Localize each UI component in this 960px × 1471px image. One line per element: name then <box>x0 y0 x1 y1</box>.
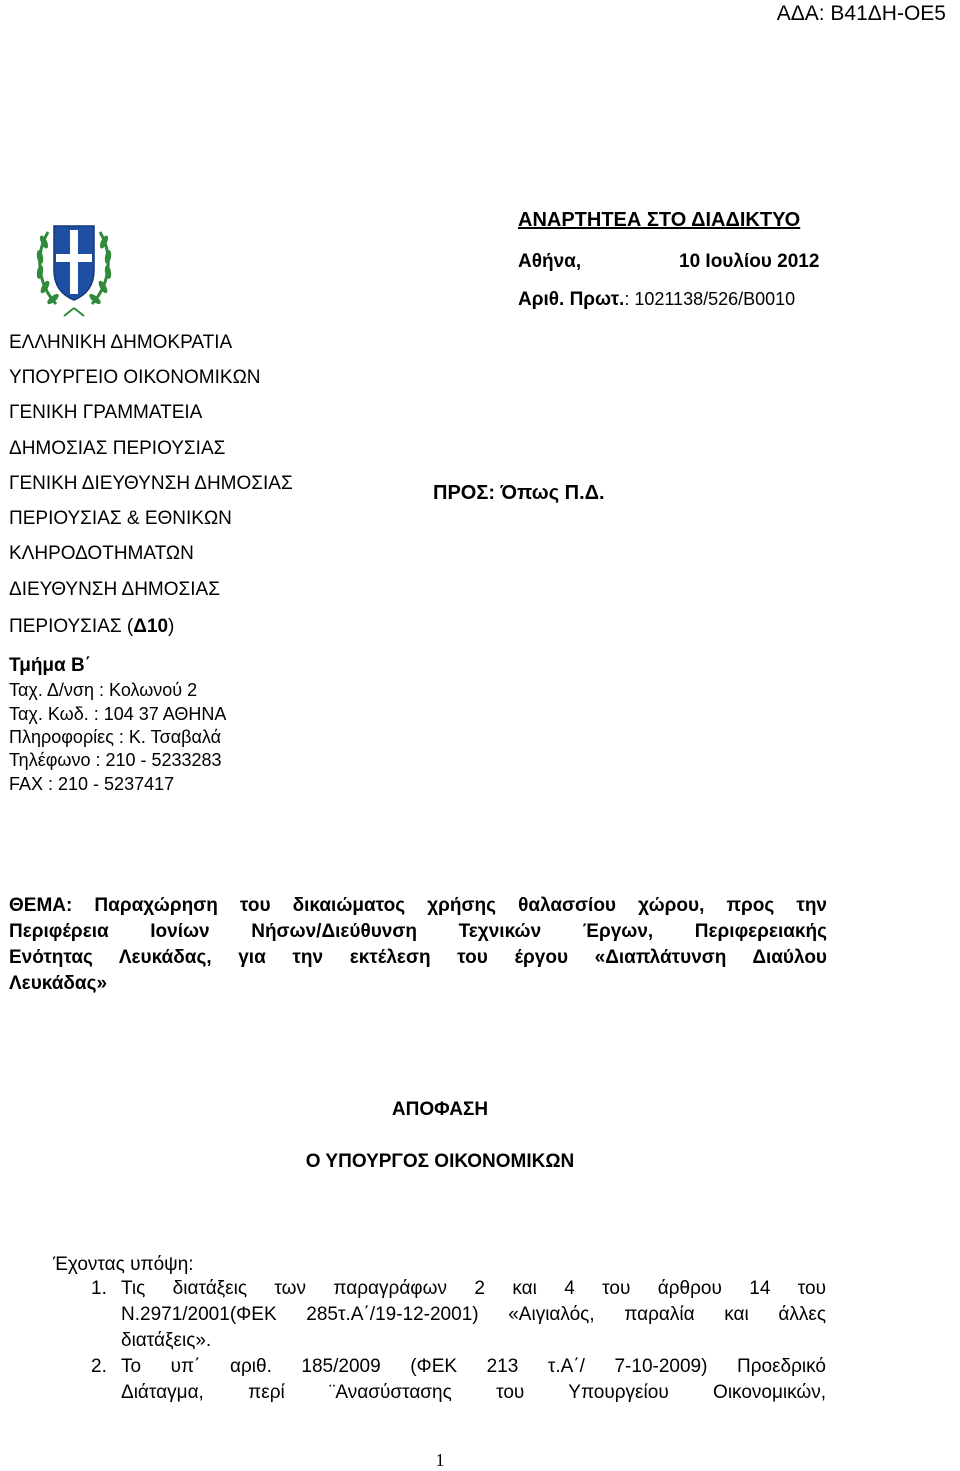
sender-line-7: ΚΛΗΡΟΔΟΤΗΜΑΤΩΝ <box>9 543 194 564</box>
sender-line-9c: ) <box>168 616 175 637</box>
posting-notice: ΑΝΑΡΤΗΤΕΑ ΣΤΟ ΔΙΑΔΙΚΤΥΟ <box>518 209 801 231</box>
protocol-number <box>518 289 795 311</box>
decision-title: ΑΠΟΦΑΣΗ <box>391 1099 489 1120</box>
subject-line-3: Ενότητας Λευκάδας, για την εκτέλεση του έργου «Διαπλάτυνση Διαύλου <box>9 947 827 968</box>
date-value: 10 Ιουλίου 2012 <box>679 251 820 272</box>
subject-line-1: ΘΕΜΑ: Παραχώρηση του δικαιώματος χρήσης θαλασσίου χώρου, προς την <box>9 895 827 916</box>
subject <box>9 893 827 997</box>
sender-line-9 <box>9 616 174 638</box>
info: Πληροφορίες : Κ. Τσαβαλά <box>9 727 221 747</box>
page-number: 1 <box>435 1450 445 1470</box>
sender-line-4: ΔΗΜΟΣΙΑΣ ΠΕΡΙΟΥΣΙΑΣ <box>9 438 226 459</box>
item-1-number: 1. <box>91 1278 107 1299</box>
date-city: Αθήνα, <box>518 251 582 272</box>
sender-line-8: ΔΙΕΥΘΥΝΣΗ ΔΗΜΟΣΙΑΣ <box>9 579 220 600</box>
item-2-line-1: Το υπ΄ αριθ. 185/2009 (ΦΕΚ 213 τ.Α΄/ 7-10-2009) Προεδρικό <box>121 1356 826 1377</box>
protocol-value: : 1021138/526/Β0010 <box>624 289 796 309</box>
greek-coat-of-arms-icon <box>34 212 114 322</box>
sender-line-1: ΕΛΛΗΝΙΚΗ ΔΗΜΟΚΡΑΤΙΑ <box>9 332 233 353</box>
department: Τμήμα Β΄ <box>9 655 92 676</box>
phone: Τηλέφωνο : 210 - 5233283 <box>9 750 222 770</box>
item-2-line-2: Διάταγμα, περί ¨Ανασύστασης του Υπουργείου Οικονομικών, <box>121 1382 826 1403</box>
postcode: Ταχ. Κωδ. : 104 37 ΑΘΗΝΑ <box>9 704 227 724</box>
ada-code: ΑΔΑ: Β41ΔΗ-ΟΕ5 <box>776 2 946 25</box>
considering-label: Έχοντας υπόψη: <box>53 1254 194 1275</box>
protocol-label: Αριθ. Πρωτ. <box>518 289 625 310</box>
address: Ταχ. Δ/νση : Κολωνού 2 <box>9 680 198 700</box>
subject-line-2: Περιφέρεια Ιονίων Νήσων/Διεύθυνση Τεχνικών Έργων, Περιφερειακής <box>9 921 827 942</box>
recipient: ΠΡΟΣ: Όπως Π.Δ. <box>433 482 605 504</box>
item-1-text <box>121 1276 826 1354</box>
authority-title: Ο ΥΠΟΥΡΓΟΣ ΟΙΚΟΝΟΜΙΚΩΝ <box>305 1151 575 1172</box>
item-1-line-3: διατάξεις». <box>121 1330 212 1351</box>
sender-line-2: ΥΠΟΥΡΓΕΙΟ ΟΙΚΟΝΟΜΙΚΩΝ <box>9 367 261 388</box>
item-2-text <box>121 1354 826 1406</box>
sender-line-9b: Δ10 <box>133 616 169 637</box>
item-1-line-2: Ν.2971/2001(ΦΕΚ 285τ.Α΄/19-12-2001) «Αιγιαλός, παραλία και άλλες <box>121 1304 826 1325</box>
sender-line-3: ΓΕΝΙΚΗ ΓΡΑΜΜΑΤΕΙΑ <box>9 402 203 423</box>
sender-line-6: ΠΕΡΙΟΥΣΙΑΣ & ΕΘΝΙΚΩΝ <box>9 508 232 529</box>
sender-line-5: ΓΕΝΙΚΗ ΔΙΕΥΘΥΝΣΗ ΔΗΜΟΣΙΑΣ <box>9 473 293 494</box>
item-2-number: 2. <box>91 1356 107 1377</box>
item-1-line-1: Τις διατάξεις των παραγράφων 2 και 4 του άρθρου 14 του <box>121 1278 826 1299</box>
sender-line-9a: ΠΕΡΙΟΥΣΙΑΣ ( <box>9 616 134 637</box>
subject-line-4: Λευκάδας» <box>9 973 108 994</box>
fax: FAX : 210 - 5237417 <box>9 774 175 794</box>
